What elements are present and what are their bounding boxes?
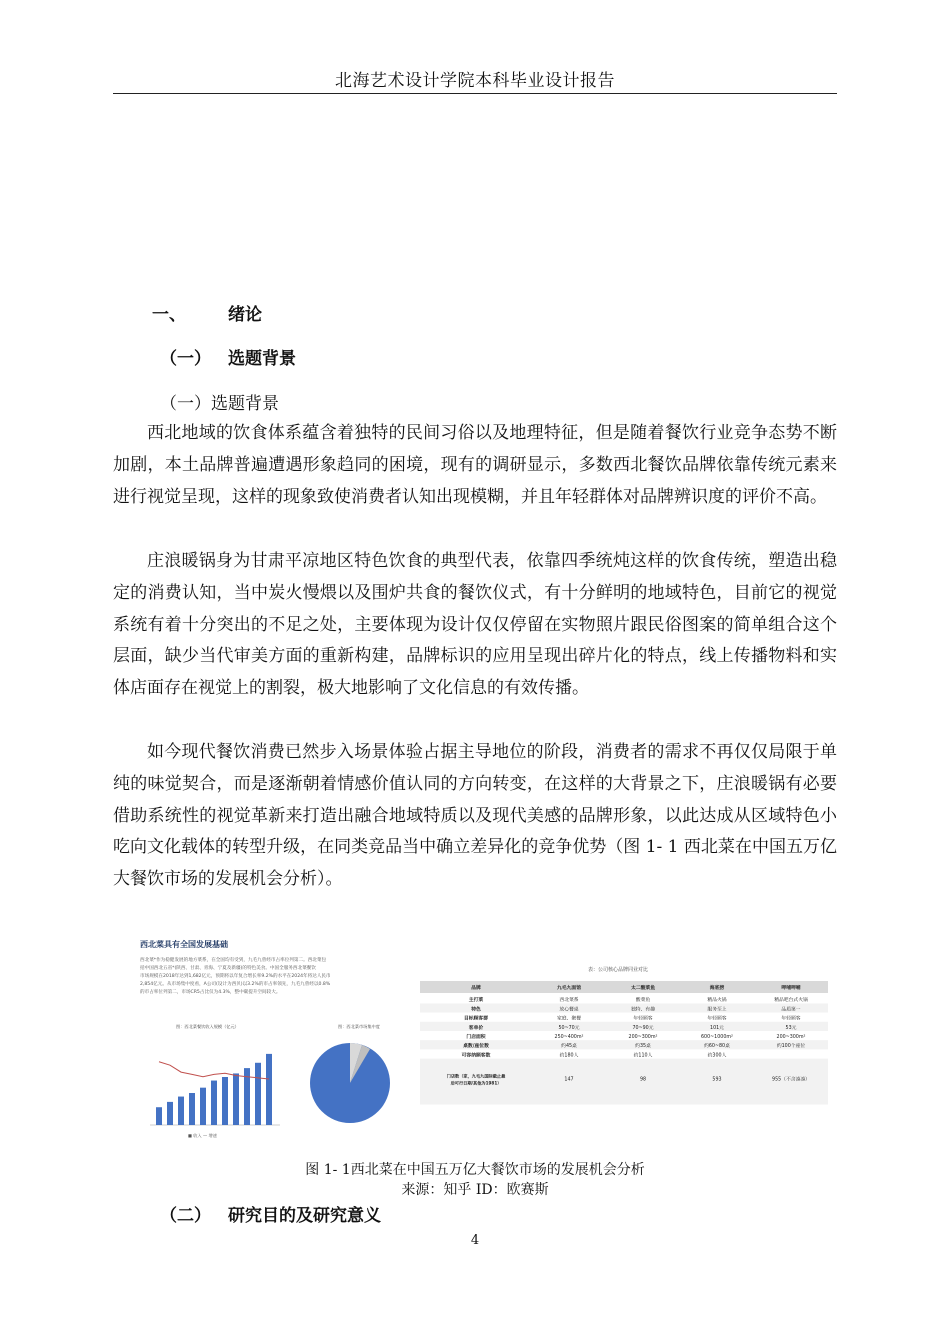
- table-cell: 特色: [471, 1007, 481, 1013]
- paragraph-2: 庄浪暖锅身为甘肃平凉地区特色饮食的典型代表，依靠四季统炖这样的饮食传统，塑造出稳定的消费认知，当中炭火慢煨以及围炉共食的餐饮仪式，有十分鲜明的地域特色，目前它的视觉系统有着十分突出的不足之处，主要体现为设计仅仅停留在实物照片跟民俗图案的简单组合这个层面，缺少当代审美方面的重新构建，品牌标识的应用呈现出碎片化的特点，线上传播物料和实体店面存在视觉上的割裂，极大地影响了文化信息的有效传播。: [113, 551, 837, 699]
- table-cell: 可容纳顾客数: [461, 1053, 491, 1059]
- table-cell: 家庭、聚餐: [557, 1016, 581, 1022]
- table-cell: 约100个座位: [776, 1044, 806, 1050]
- table-cell: 目标顾客群: [464, 1016, 488, 1022]
- table-cell: 98: [639, 1077, 647, 1083]
- table-header-cell: 呷哺呷哺: [781, 986, 801, 991]
- figure-left-line: 的市占率位列第二，市场CR5占比仅为4.3%，整中碳提升空间较大。: [140, 990, 281, 995]
- paragraph-3: 如今现代餐饮消费已然步入场景体验占据主导地位的阶段，消费者的需求不再仅仅局限于单纯的味觉契合，而是逐渐朝着情感价值认同的方向转变，在这样的大背景之下，庄浪暖锅有必要借助系统性的视觉革新来打造出融合地域特质以及现代美感的品牌形象，以此达成从区域特色小吃向文化载体的转型升级，在同类竞品当中确立差异化的竞争优势（图 1- 1 西北菜在中国五万亿大餐饮市场的发展机会分析）。: [113, 742, 837, 890]
- page-header: 北海艺术设计学院本科毕业设计报告: [335, 71, 615, 91]
- table-cell: 品质第一: [781, 1007, 801, 1013]
- table-cell: 约300人: [707, 1053, 727, 1059]
- bar: [156, 1107, 162, 1125]
- figure-image: [128, 925, 832, 1150]
- table-cell: 147: [564, 1077, 574, 1083]
- section-title: 绪论: [228, 305, 262, 325]
- bar: [233, 1073, 239, 1125]
- table-cell: 101元: [710, 1025, 724, 1031]
- table-cell: 约110人: [633, 1053, 653, 1059]
- figure-left-title: 西北菜具有全国发展基础: [140, 940, 228, 949]
- table-cell: 250~400m²: [554, 1035, 584, 1040]
- figure-left-line: 市场规模在2018年达到1,682亿元，预期将以年复合增长率9.2%的水平在2024年将达人民币: [140, 974, 331, 979]
- figure-left-line: 西北菜*作为稳健发展的地方菜系，在全国均有受到，九毛九曾经市占率位列第二。西北菜包: [140, 958, 327, 963]
- table-cell: 约60~80桌: [704, 1044, 730, 1050]
- table-header-cell: 品牌: [471, 986, 481, 991]
- figure-market-analysis: [128, 925, 832, 1150]
- subsection-number: （一）: [160, 349, 211, 369]
- table-cell: 独特、有趣: [631, 1007, 655, 1013]
- header-divider: [113, 93, 837, 94]
- section-heading-1: [152, 300, 262, 325]
- bar: [222, 1077, 228, 1125]
- table-title: 表：公司核心品牌同业对比: [588, 967, 649, 973]
- table-cell: 客单价: [468, 1025, 484, 1031]
- bar: [200, 1088, 206, 1125]
- subsection-heading-1: [160, 344, 296, 369]
- paragraph-1: 西北地域的饮食体系蕴含着独特的民间习俗以及地理特征，但是随着餐饮行业竞争态势不断加剧，本土品牌普遍遭遇形象趋同的困境，现有的调研显示，多数西北餐饮品牌依靠传统元素来进行视觉呈现，这样的现象致使消费者认知出现模糊，并且年轻群体对品牌辨识度的评价不高。: [113, 423, 837, 507]
- page-number: 4: [470, 1233, 480, 1248]
- table-cell: 放心餐桌: [559, 1007, 579, 1013]
- bar: [211, 1081, 217, 1125]
- subsection-number: （二）: [160, 1206, 211, 1226]
- figure-source: 来源：知乎 ID：欧赛斯: [401, 1182, 549, 1198]
- section-number: 一、: [152, 305, 186, 325]
- table-cell: 600~1000m²: [701, 1035, 733, 1040]
- table-cell: 约35桌: [635, 1044, 651, 1050]
- table-cell: 593: [712, 1077, 722, 1083]
- subsection-title: 选题背景: [228, 349, 296, 369]
- table-cell: 955（不含凑凑）: [772, 1077, 810, 1083]
- bar: [167, 1102, 173, 1125]
- figure-left-line: 括中国西北五省*(陕西、甘肃、青海、宁夏及新疆)的特色美食。中国全服务西北菜餐饮: [140, 966, 316, 971]
- table-cell: 桌数/座位数: [463, 1044, 489, 1050]
- table-cell: 50~70元: [558, 1025, 580, 1031]
- bar: [266, 1054, 272, 1125]
- bar: [189, 1093, 195, 1125]
- table-cell: 200~300m²: [776, 1035, 806, 1040]
- figure-caption: 图 1- 1西北菜在中国五万亿大餐饮市场的发展机会分析: [305, 1162, 645, 1178]
- table-cell: 70~90元: [632, 1025, 654, 1031]
- table-cell: 门店数（家，九毛九国际截止最后可行日期/其他为1981）: [446, 1073, 506, 1086]
- bar-chart-title: 图：西北菜餐饮收入规模（亿元）: [176, 1024, 239, 1029]
- table-cell: 年轻顾客: [781, 1016, 801, 1022]
- pie-chart-title: 图：西北菜市场集中度: [338, 1024, 380, 1029]
- table-cell: 西北菜系: [559, 998, 579, 1004]
- comparison-table: [420, 981, 828, 1105]
- table-row-bg: [420, 1003, 828, 1012]
- table-cell: 200~300m²: [628, 1035, 658, 1040]
- subheading-text: （一）选题背景: [160, 394, 279, 414]
- table-cell: 服务至上: [707, 1007, 727, 1013]
- table-header-cell: 海底捞: [709, 986, 725, 991]
- figure-left-line: 2,854亿元。从市场集中度看，A公司(设计为西贝)以3.2%的市占率领先，九毛九曾经以0.8%: [140, 982, 331, 987]
- table-header-cell: 九毛九面馆: [557, 986, 581, 991]
- table-header-cell: 太二酸菜鱼: [631, 986, 655, 991]
- table-cell: 精品吧台式火锅: [774, 998, 808, 1004]
- table-cell: 53元: [785, 1025, 797, 1031]
- table-cell: 门店面积: [466, 1035, 486, 1040]
- table-cell: 约45桌: [561, 1044, 577, 1050]
- subsection-title: 研究目的及研究意义: [228, 1206, 381, 1226]
- table-cell: 年轻顾客: [707, 1016, 727, 1022]
- table-row-bg: [420, 981, 828, 993]
- bar-chart-legend: ■ 收入 — 增速: [188, 1133, 217, 1138]
- bar: [178, 1097, 184, 1125]
- subsection-heading-2: [160, 1201, 381, 1226]
- bar: [255, 1063, 261, 1125]
- table-cell: 约180人: [559, 1053, 579, 1059]
- table-cell: 精品火锅: [707, 998, 727, 1004]
- table-cell: 酸菜鱼: [635, 998, 651, 1004]
- table-cell: 主打菜: [468, 998, 484, 1004]
- table-cell: 年轻顾客: [633, 1016, 653, 1022]
